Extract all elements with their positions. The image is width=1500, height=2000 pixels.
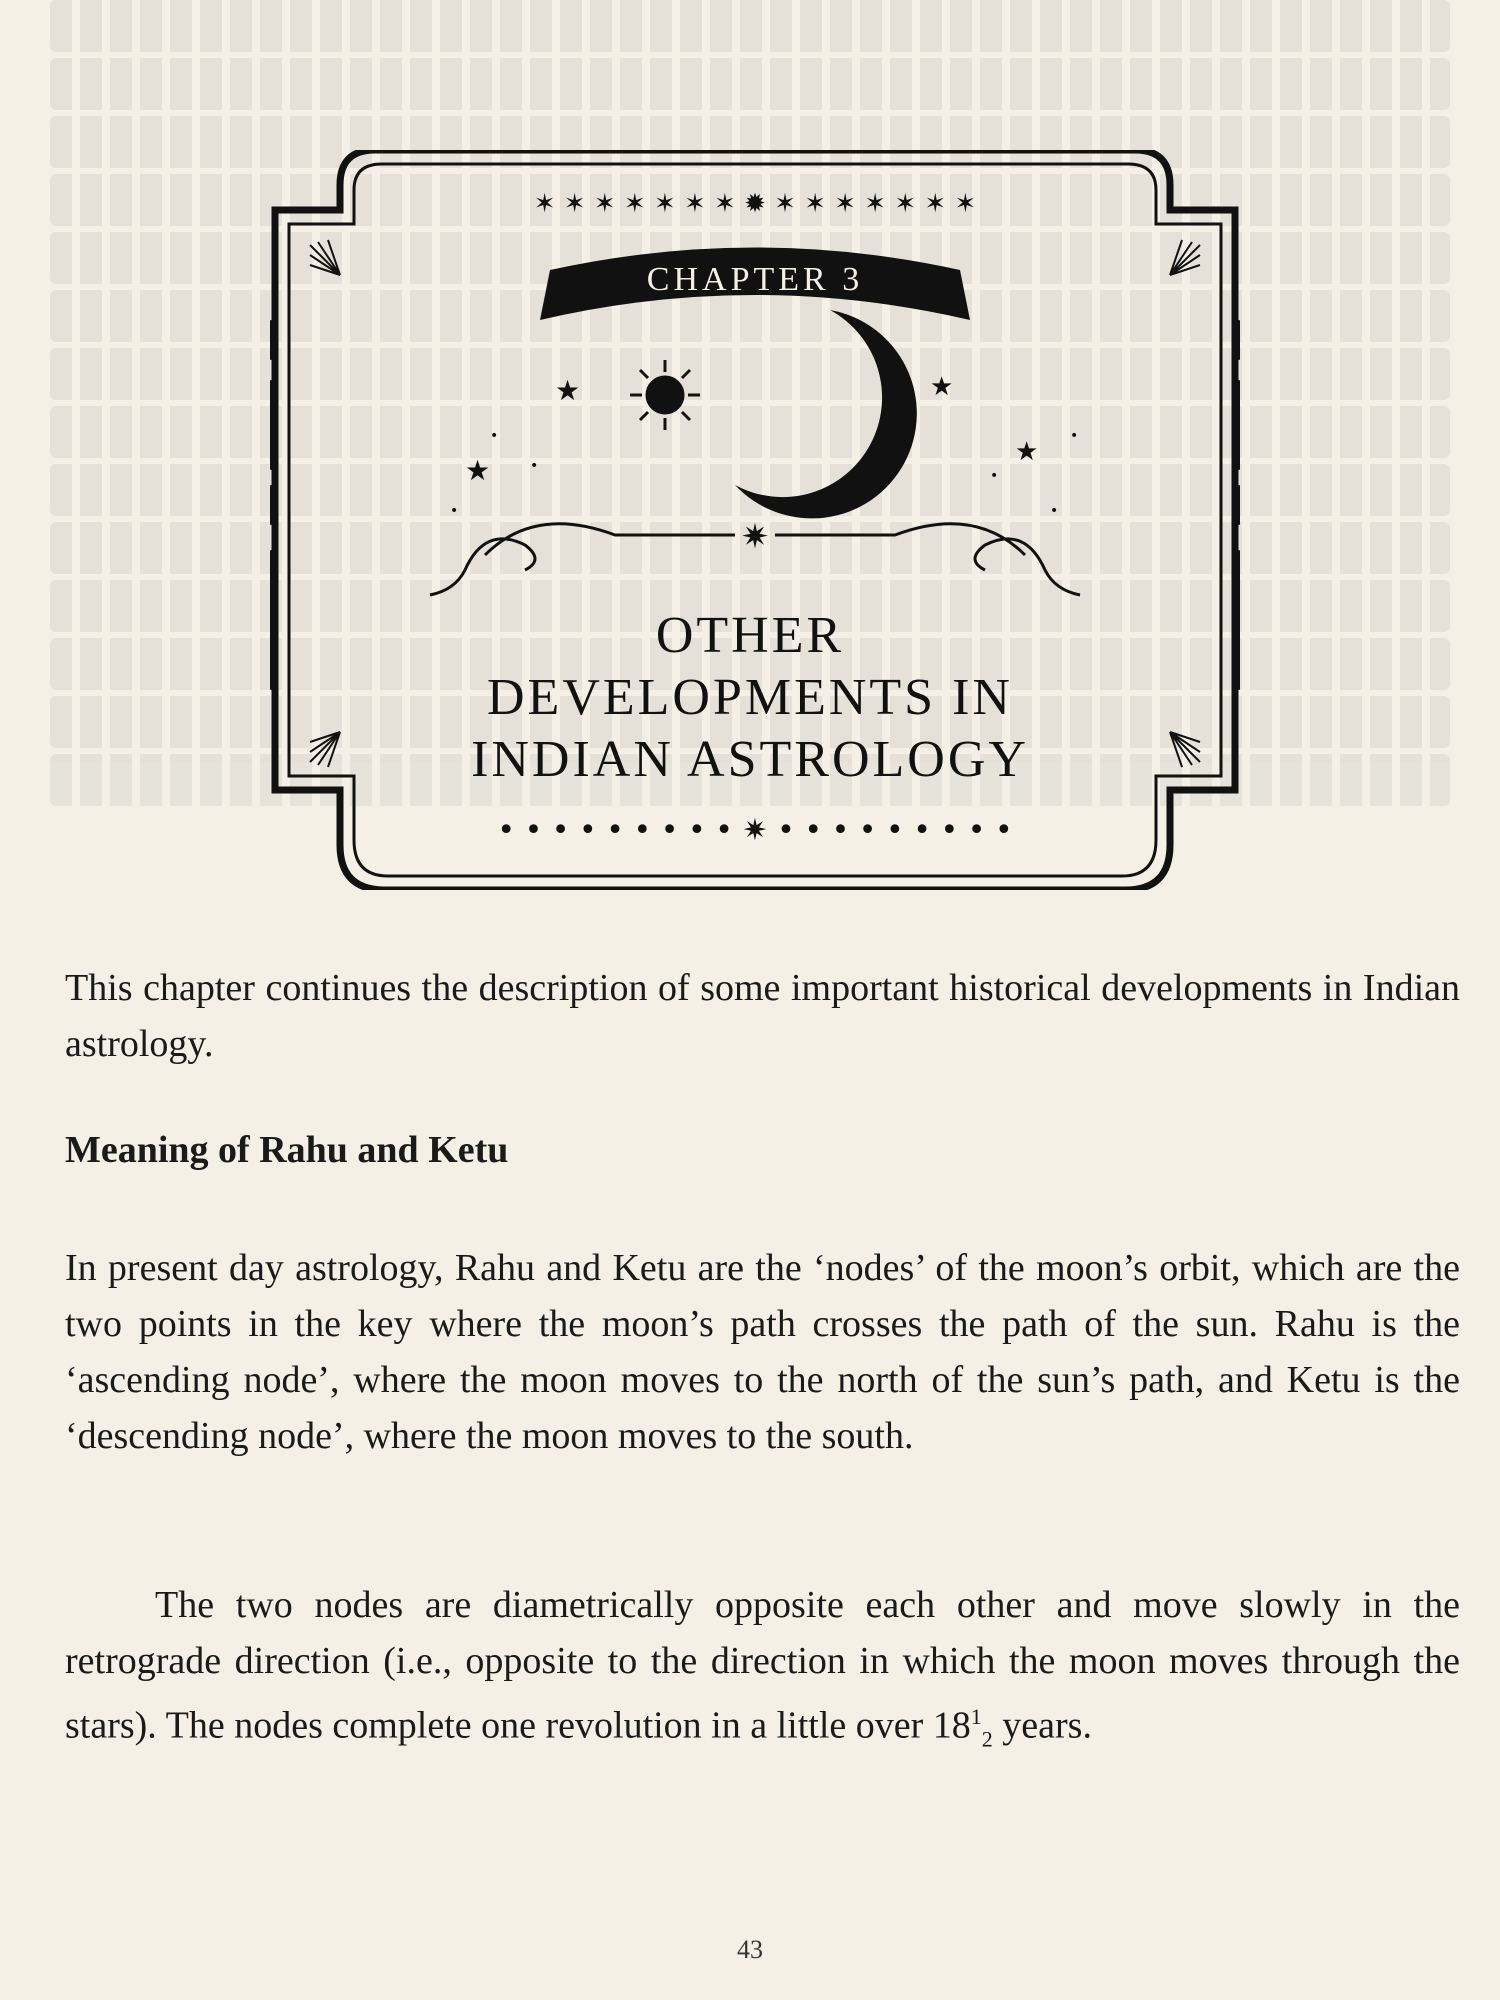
svg-text:★: ★ <box>465 454 491 487</box>
crescent-moon-icon <box>735 310 917 518</box>
section-heading: Meaning of Rahu and Ketu <box>65 1129 509 1171</box>
paragraph-unit: years. <box>992 1704 1092 1747</box>
chapter-label: CHAPTER 3 <box>646 261 864 298</box>
svg-text:•: • <box>1070 428 1079 444</box>
intro-paragraph: This chapter continues the description of some important historical developments in Indian astrology. <box>65 967 1460 1065</box>
svg-text:✶ ✶ ✶ ✶ ✶ ✶ ✶ ✹ ✶ ✶ ✶ ✶ ✶ ✶ ✶: ✶ ✶ ✶ ✶ ✶ ✶ ✶ ✹ ✶ ✶ ✶ ✶ ✶ ✶ ✶ <box>533 189 977 219</box>
chapter-title-line: INDIAN ASTROLOGY <box>471 731 1029 788</box>
fraction-denominator: 2 <box>981 1726 993 1752</box>
fraction-numerator: 1 <box>970 1704 982 1729</box>
sparkle-icon: ✷ <box>740 517 770 557</box>
body-paragraph <box>65 1577 1460 1767</box>
sun-icon <box>630 360 700 430</box>
chapter-title-line: OTHER <box>655 607 845 664</box>
svg-text:•: • <box>450 503 459 519</box>
chapter-title <box>380 605 1120 791</box>
chapter-title-line: DEVELOPMENTS IN <box>487 669 1013 726</box>
top-star-row <box>534 189 976 219</box>
svg-text:•: • <box>990 468 999 484</box>
svg-text:★: ★ <box>930 372 954 402</box>
paragraph-text: The two nodes are diametrically opposite each other and move slowly in the retrograde direction (i.e., opposite to the direction in which the moon moves through the stars). The nodes complete one revolution in a little over <box>65 1584 1460 1747</box>
svg-text:• • • • • • • • • ✷ • • • • •: • • • • • • • • • ✷ • • • • • • • • • <box>497 813 1013 848</box>
fraction-whole: 18 <box>932 1704 971 1747</box>
body-paragraph: In present day astrology, Rahu and Ketu are the ‘nodes’ of the moon’s orbit, which are the two points in the key where the moon’s path crosses the path of the sun. Rahu is the ‘ascending node’, where the moon moves to the north of the sun’s path, and Ketu is the ‘descending node’, where the moon moves to the south. <box>65 1247 1460 1457</box>
svg-text:•: • <box>490 428 499 444</box>
svg-text:★: ★ <box>555 374 581 407</box>
svg-text:★: ★ <box>1015 437 1039 467</box>
svg-text:•: • <box>530 458 539 474</box>
bottom-dot-row <box>497 813 1012 848</box>
svg-text:•: • <box>1050 503 1059 519</box>
page-number: 43 <box>737 1935 763 1964</box>
